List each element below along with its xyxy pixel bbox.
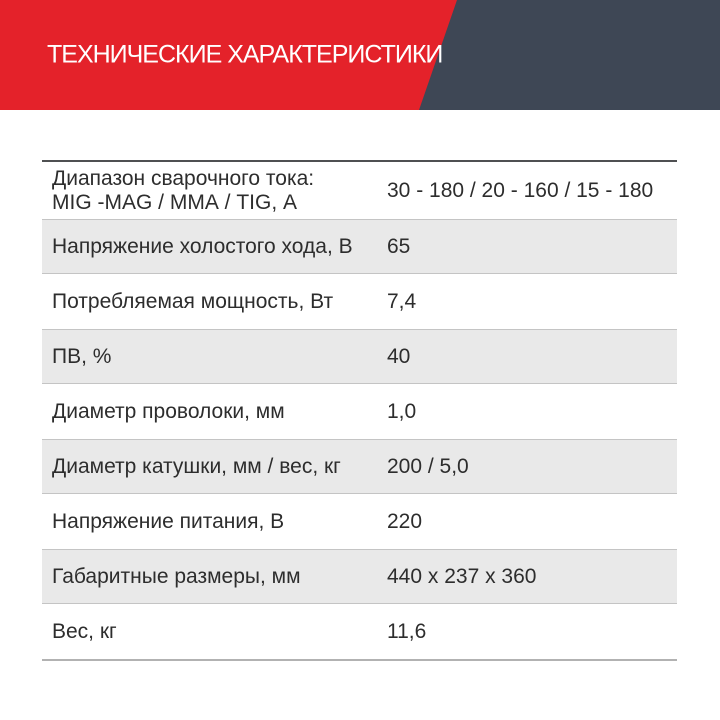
spec-value: 30 - 180 / 20 - 160 / 15 - 180 (387, 178, 654, 202)
spec-label (42, 565, 387, 589)
spec-label (42, 620, 387, 644)
spec-label-line2: MIG -MAG / ММА / TIG, А (52, 190, 297, 214)
spec-label (42, 345, 387, 369)
table-row (42, 219, 677, 274)
table-row (42, 274, 677, 329)
spec-label-line1: Диапазон сварочного тока: (52, 166, 315, 190)
spec-value: 65 (387, 234, 411, 258)
page-title: ТЕХНИЧЕСКИЕ ХАРАКТЕРИСТИКИ (47, 40, 443, 69)
table-row (42, 494, 677, 549)
spec-label (42, 400, 387, 424)
table-row (42, 162, 677, 219)
table-row (42, 604, 677, 659)
spec-value: 220 (387, 509, 423, 533)
spec-label-line1: Напряжение питания, В (52, 509, 285, 533)
spec-label-line1: Диаметр катушки, мм / вес, кг (52, 454, 341, 478)
spec-value: 1,0 (387, 399, 417, 423)
spec-value: 200 / 5,0 (387, 454, 469, 478)
spec-label-line1: Габаритные размеры, мм (52, 564, 301, 588)
spec-value: 440 х 237 х 360 (387, 564, 537, 588)
spec-label (42, 235, 387, 259)
spec-label (42, 455, 387, 479)
spec-table (42, 160, 677, 661)
spec-label-line1: Напряжение холостого хода, В (52, 234, 353, 258)
spec-label (42, 290, 387, 314)
spec-label (42, 510, 387, 534)
spec-label-line1: ПВ, % (52, 344, 112, 368)
table-row (42, 384, 677, 439)
table-row (42, 439, 677, 494)
spec-label-line1: Диаметр проволоки, мм (52, 399, 285, 423)
spec-label-line1: Потребляемая мощность, Вт (52, 289, 334, 313)
spec-label-line1: Вес, кг (52, 619, 117, 643)
spec-value: 11,6 (387, 619, 427, 643)
spec-value: 40 (387, 344, 411, 368)
spec-value: 7,4 (387, 289, 417, 313)
table-row (42, 549, 677, 604)
spec-label (42, 167, 387, 215)
header-banner (0, 0, 720, 110)
table-row (42, 329, 677, 384)
